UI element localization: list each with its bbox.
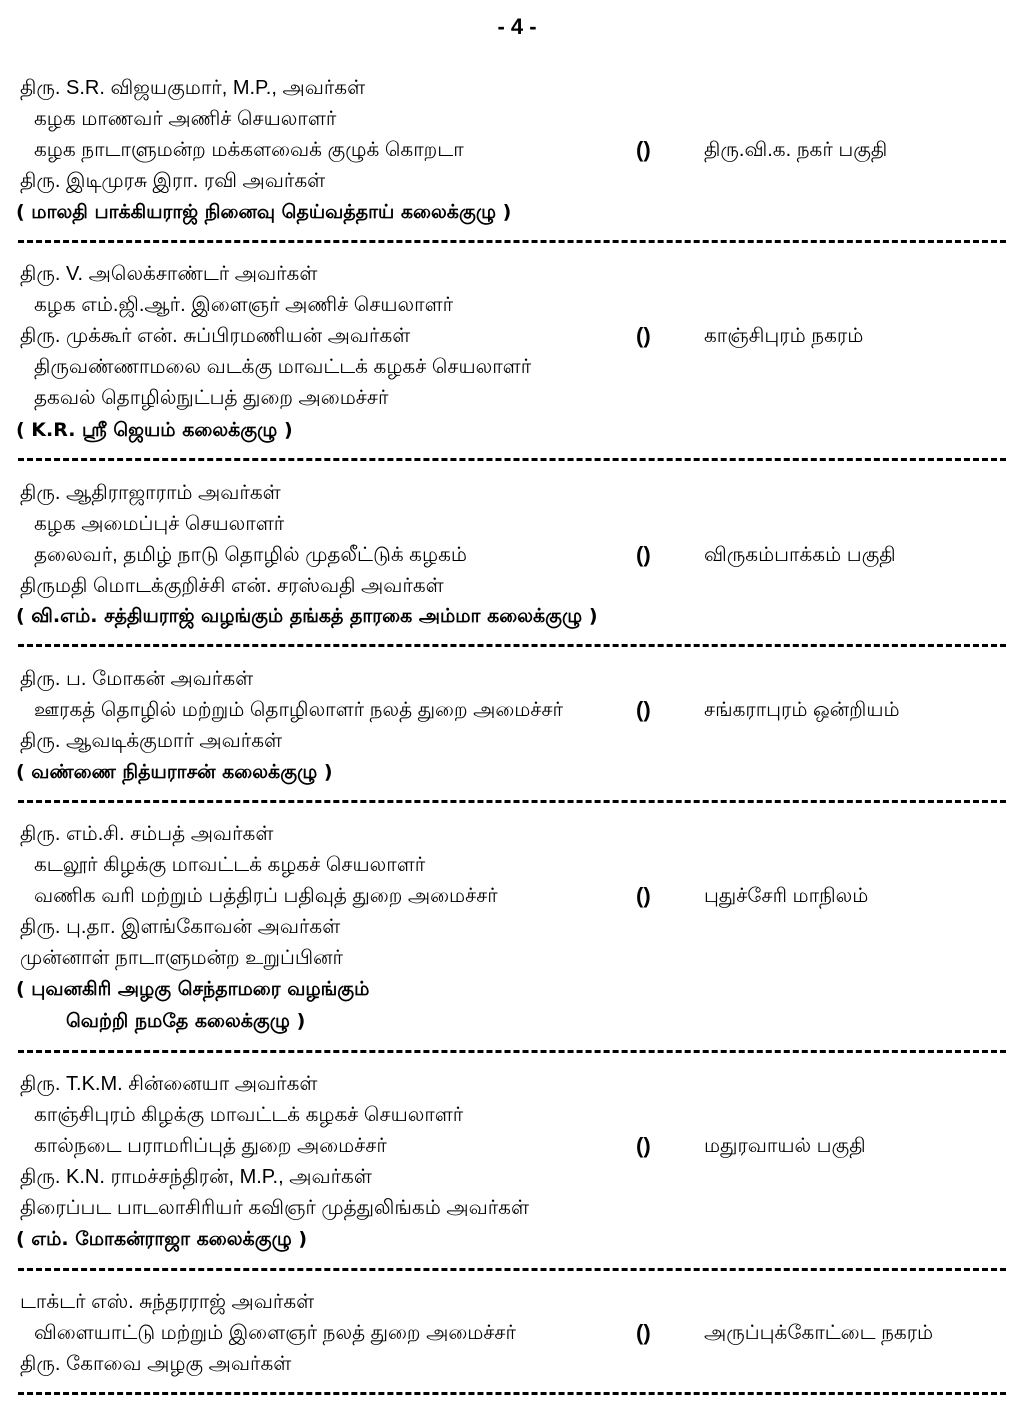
entry-2-location: காஞ்சிபுரம் நகரம் <box>704 325 864 347</box>
entry-7-line-3: திரு. கோவை அழகு அவர்கள் <box>20 1353 292 1375</box>
entry-5-line-4: திரு. பு.தா. இளங்கோவன் அவர்கள் <box>20 916 341 938</box>
entry-7-location: அருப்புக்கோட்டை நகரம் <box>704 1322 934 1344</box>
entry-2-line-4: திருவண்ணாமலை வடக்கு மாவட்டக் கழகச் செயலாளர் <box>34 356 532 378</box>
entry-2-group: ( K.R. ஸ்ரீ ஜெயம் கலைக்குழு ) <box>16 419 293 441</box>
entry-6-location: மதுரவாயல் பகுதி <box>704 1135 866 1157</box>
divider-6 <box>18 1268 1006 1271</box>
entry-1-line-1: திரு. S.R. விஜயகுமார், M.P., அவர்கள் <box>20 77 366 99</box>
divider-4 <box>18 800 1006 803</box>
entry-1-group: ( மாலதி பாக்கியராஜ் நினைவு தெய்வத்தாய் கலைக்குழு ) <box>16 201 512 223</box>
entry-5-group: ( புவனகிரி அழகு செந்தாமரை வழங்கும் <box>16 978 370 1000</box>
entry-3-marker: () <box>636 542 651 567</box>
entry-3-location: விருகம்பாக்கம் பகுதி <box>704 544 896 566</box>
entry-5-line-3: வணிக வரி மற்றும் பத்திரப் பதிவுத் துறை அமைச்சர் <box>34 885 498 907</box>
entry-7-marker: () <box>636 1320 651 1345</box>
divider-7 <box>18 1392 1006 1395</box>
entry-6-line-1: திரு. T.K.M. சின்னையா அவர்கள் <box>20 1073 318 1095</box>
entry-5-line-1: திரு. எம்.சி. சம்பத் அவர்கள் <box>20 823 274 845</box>
entry-6-marker: () <box>636 1133 651 1158</box>
entry-6-line-2: காஞ்சிபுரம் கிழக்கு மாவட்டக் கழகச் செயலாளர் <box>34 1104 464 1126</box>
entry-2-line-2: கழக எம்.ஜி.ஆர். இளைஞர் அணிச் செயலாளர் <box>34 294 454 316</box>
divider-1 <box>18 240 1006 243</box>
entry-4-marker: () <box>636 697 651 722</box>
entry-3-line-1: திரு. ஆதிராஜாராம் அவர்கள் <box>20 482 281 504</box>
divider-3 <box>18 644 1006 647</box>
entry-2-line-5: தகவல் தொழில்நுட்பத் துறை அமைச்சர் <box>34 387 389 409</box>
entry-7-line-2: விளையாட்டு மற்றும் இளைஞர் நலத் துறை அமைச்சர் <box>34 1322 516 1344</box>
entry-1-line-3: கழக நாடாளுமன்ற மக்களவைக் குழுக் கொறடா <box>34 139 464 161</box>
entry-5-location: புதுச்சேரி மாநிலம் <box>704 885 869 907</box>
entry-7-line-1: டாக்டர் எஸ். சுந்தரராஜ் அவர்கள் <box>20 1291 315 1313</box>
entry-3-group: ( வி.எம். சத்தியராஜ் வழங்கும் தங்கத் தாரகை அம்மா கலைக்குழு ) <box>16 605 598 627</box>
entry-2-line-1: திரு. V. அலெக்சாண்டர் அவர்கள் <box>20 263 318 285</box>
entry-1-line-4: திரு. இடிமுரசு இரா. ரவி அவர்கள் <box>20 170 326 192</box>
entry-1-marker: () <box>636 137 651 162</box>
entry-5-line-5: முன்னாள் நாடாளுமன்ற உறுப்பினர் <box>20 947 343 969</box>
entry-4-line-1: திரு. ப. மோகன் அவர்கள் <box>20 668 254 690</box>
entry-4-line-3: திரு. ஆவடிக்குமார் அவர்கள் <box>20 730 283 752</box>
divider-5 <box>18 1050 1006 1053</box>
entry-3-line-2: கழக அமைப்புச் செயலாளர் <box>34 513 285 535</box>
entry-6-line-5: திரைப்பட பாடலாசிரியர் கவிஞர் முத்துலிங்கம் அவர்கள் <box>20 1197 530 1219</box>
entry-4-location: சங்கராபுரம் ஒன்றியம் <box>704 699 900 721</box>
entry-5-group-continuation: வெற்றி நமதே கலைக்குழு ) <box>66 1010 306 1032</box>
entry-6-line-4: திரு. K.N. ராமச்சந்திரன், M.P., அவர்கள் <box>20 1166 372 1188</box>
page-number: - 4 - <box>497 14 537 39</box>
entry-3-line-4: திருமதி மொடக்குறிச்சி என். சரஸ்வதி அவர்கள் <box>20 575 444 597</box>
entry-6-group: ( எம். மோகன்ராஜா கலைக்குழு ) <box>16 1228 308 1250</box>
entry-2-marker: () <box>636 323 651 348</box>
entry-5-marker: () <box>636 883 651 908</box>
entry-2-line-3: திரு. முக்கூர் என். சுப்பிரமணியன் அவர்கள் <box>20 325 411 347</box>
entry-5-line-2: கடலூர் கிழக்கு மாவட்டக் கழகச் செயலாளர் <box>34 854 426 876</box>
entry-6-line-3: கால்நடை பராமரிப்புத் துறை அமைச்சர் <box>34 1135 387 1157</box>
entry-4-line-2: ஊரகத் தொழில் மற்றும் தொழிலாளர் நலத் துறை அமைச்சர் <box>34 699 563 721</box>
entry-1-line-2: கழக மாணவர் அணிச் செயலாளர் <box>34 108 337 130</box>
entry-3-line-3: தலைவர், தமிழ் நாடு தொழில் முதலீட்டுக் கழகம் <box>34 544 467 566</box>
divider-2 <box>18 458 1006 461</box>
entry-1-location: திரு.வி.க. நகர் பகுதி <box>704 139 888 161</box>
entry-4-group: ( வண்ணை நித்யராசன் கலைக்குழு ) <box>16 761 333 783</box>
